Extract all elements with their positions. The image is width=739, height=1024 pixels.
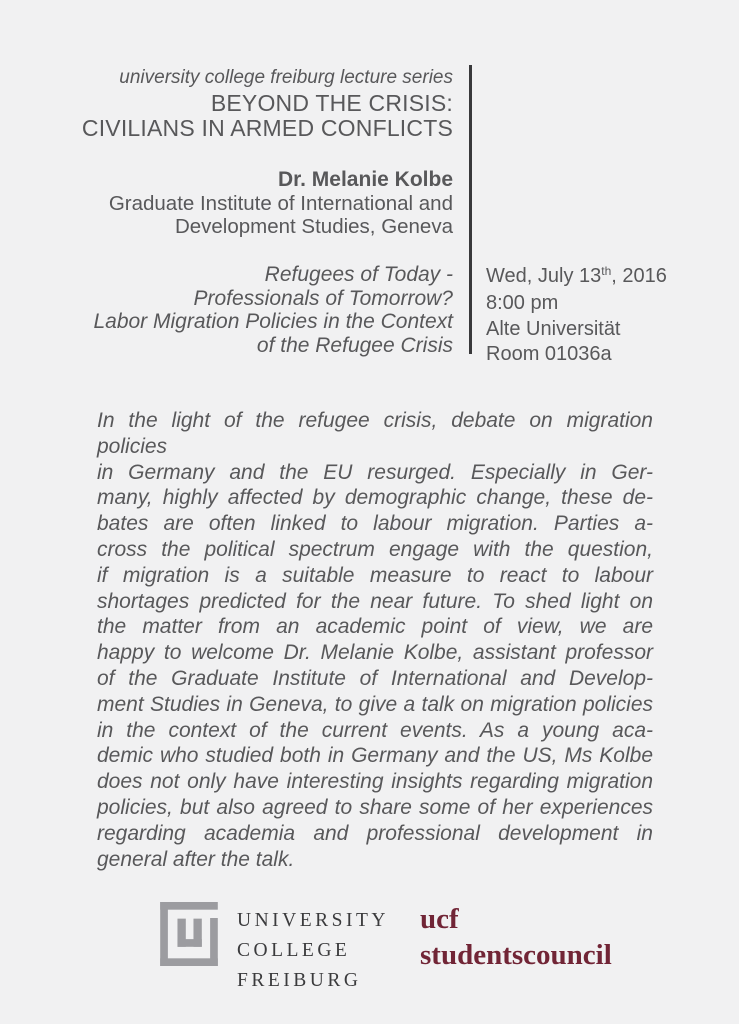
body-line: policies, but also agreed to share some of her experiences	[97, 795, 653, 819]
body-line: cross the political spectrum engage with the question,	[97, 537, 653, 561]
vertical-divider-line	[469, 65, 472, 354]
event-venue: Alte Universität	[486, 317, 621, 340]
body-line: demic who studied both in Germany and the US, Ms Kolbe	[97, 744, 653, 768]
speaker-name: Dr. Melanie Kolbe	[277, 168, 453, 191]
body-line: happy to welcome Dr. Melanie Kolbe, assistant professor	[97, 641, 653, 665]
wordmark-line-university: UNIVERSITY	[237, 910, 389, 931]
talk-title-line-1: Refugees of Today -	[264, 263, 453, 286]
event-details	[486, 264, 731, 367]
event-title-line-1: BEYOND THE CRISIS:	[210, 90, 453, 116]
speaker-block	[0, 168, 453, 239]
university-college-freiburg-wordmark	[237, 906, 389, 996]
body-line: In the light of the refugee crisis, debate on migration policies	[97, 409, 653, 458]
talk-title-line-2: Professionals of Tomorrow?	[193, 286, 453, 310]
body-line: general after the talk.	[97, 847, 295, 871]
body-line: does not only have interesting insights regarding migration	[97, 770, 653, 794]
talk-title-line-3: Labor Migration Policies in the Context	[93, 310, 453, 333]
studentscouncil-line-name: studentscouncil	[420, 939, 612, 971]
lecture-series-label: university college freiburg lecture series	[119, 67, 453, 88]
body-line: of the Graduate Institute of International and Develop-	[97, 666, 653, 690]
event-title-line-2: CIVILIANS IN ARMED CONFLICTS	[81, 114, 453, 141]
event-date	[486, 264, 731, 291]
body-line: if migration is a suitable measure to react to labour	[97, 563, 653, 587]
body-line: shortages predicted for the near future. To shed light on	[97, 589, 653, 613]
talk-title	[0, 263, 453, 357]
body-line: bates are often linked to labour migration. Parties a-	[97, 512, 653, 536]
speaker-affiliation-line-1: Graduate Institute of International and	[108, 191, 453, 215]
studentscouncil-line-ucf: ucf	[420, 903, 459, 935]
wordmark-line-college: COLLEGE	[237, 940, 351, 961]
body-line: ment Studies in Geneva, to give a talk on migration policies	[97, 692, 653, 716]
body-line: the matter from an academic point of view, we are	[97, 615, 653, 639]
wordmark-line-freiburg: FREIBURG	[237, 970, 362, 991]
event-time: 8:00 pm	[486, 292, 559, 315]
body-paragraph	[97, 408, 653, 872]
body-line: many, highly affected by demographic change, these de-	[97, 486, 653, 510]
event-room: Room 01036a	[486, 342, 612, 365]
event-date-year: , 2016	[611, 265, 667, 287]
speaker-affiliation-line-2: Development Studies, Geneva	[174, 215, 453, 238]
body-line: regarding academia and professional development in	[97, 821, 653, 845]
event-title	[0, 91, 453, 140]
event-date-main: Wed, July 13	[486, 265, 602, 287]
ucf-studentscouncil-wordmark	[420, 901, 612, 973]
body-line: in the context of the current events. As a young aca-	[97, 718, 653, 742]
event-date-ordinal: th	[601, 264, 612, 278]
ucf-square-u-logo-icon	[160, 902, 218, 966]
talk-title-line-4: of the Refugee Crisis	[256, 333, 453, 357]
body-line: in Germany and the EU resurged. Especially in Ger-	[97, 460, 653, 484]
